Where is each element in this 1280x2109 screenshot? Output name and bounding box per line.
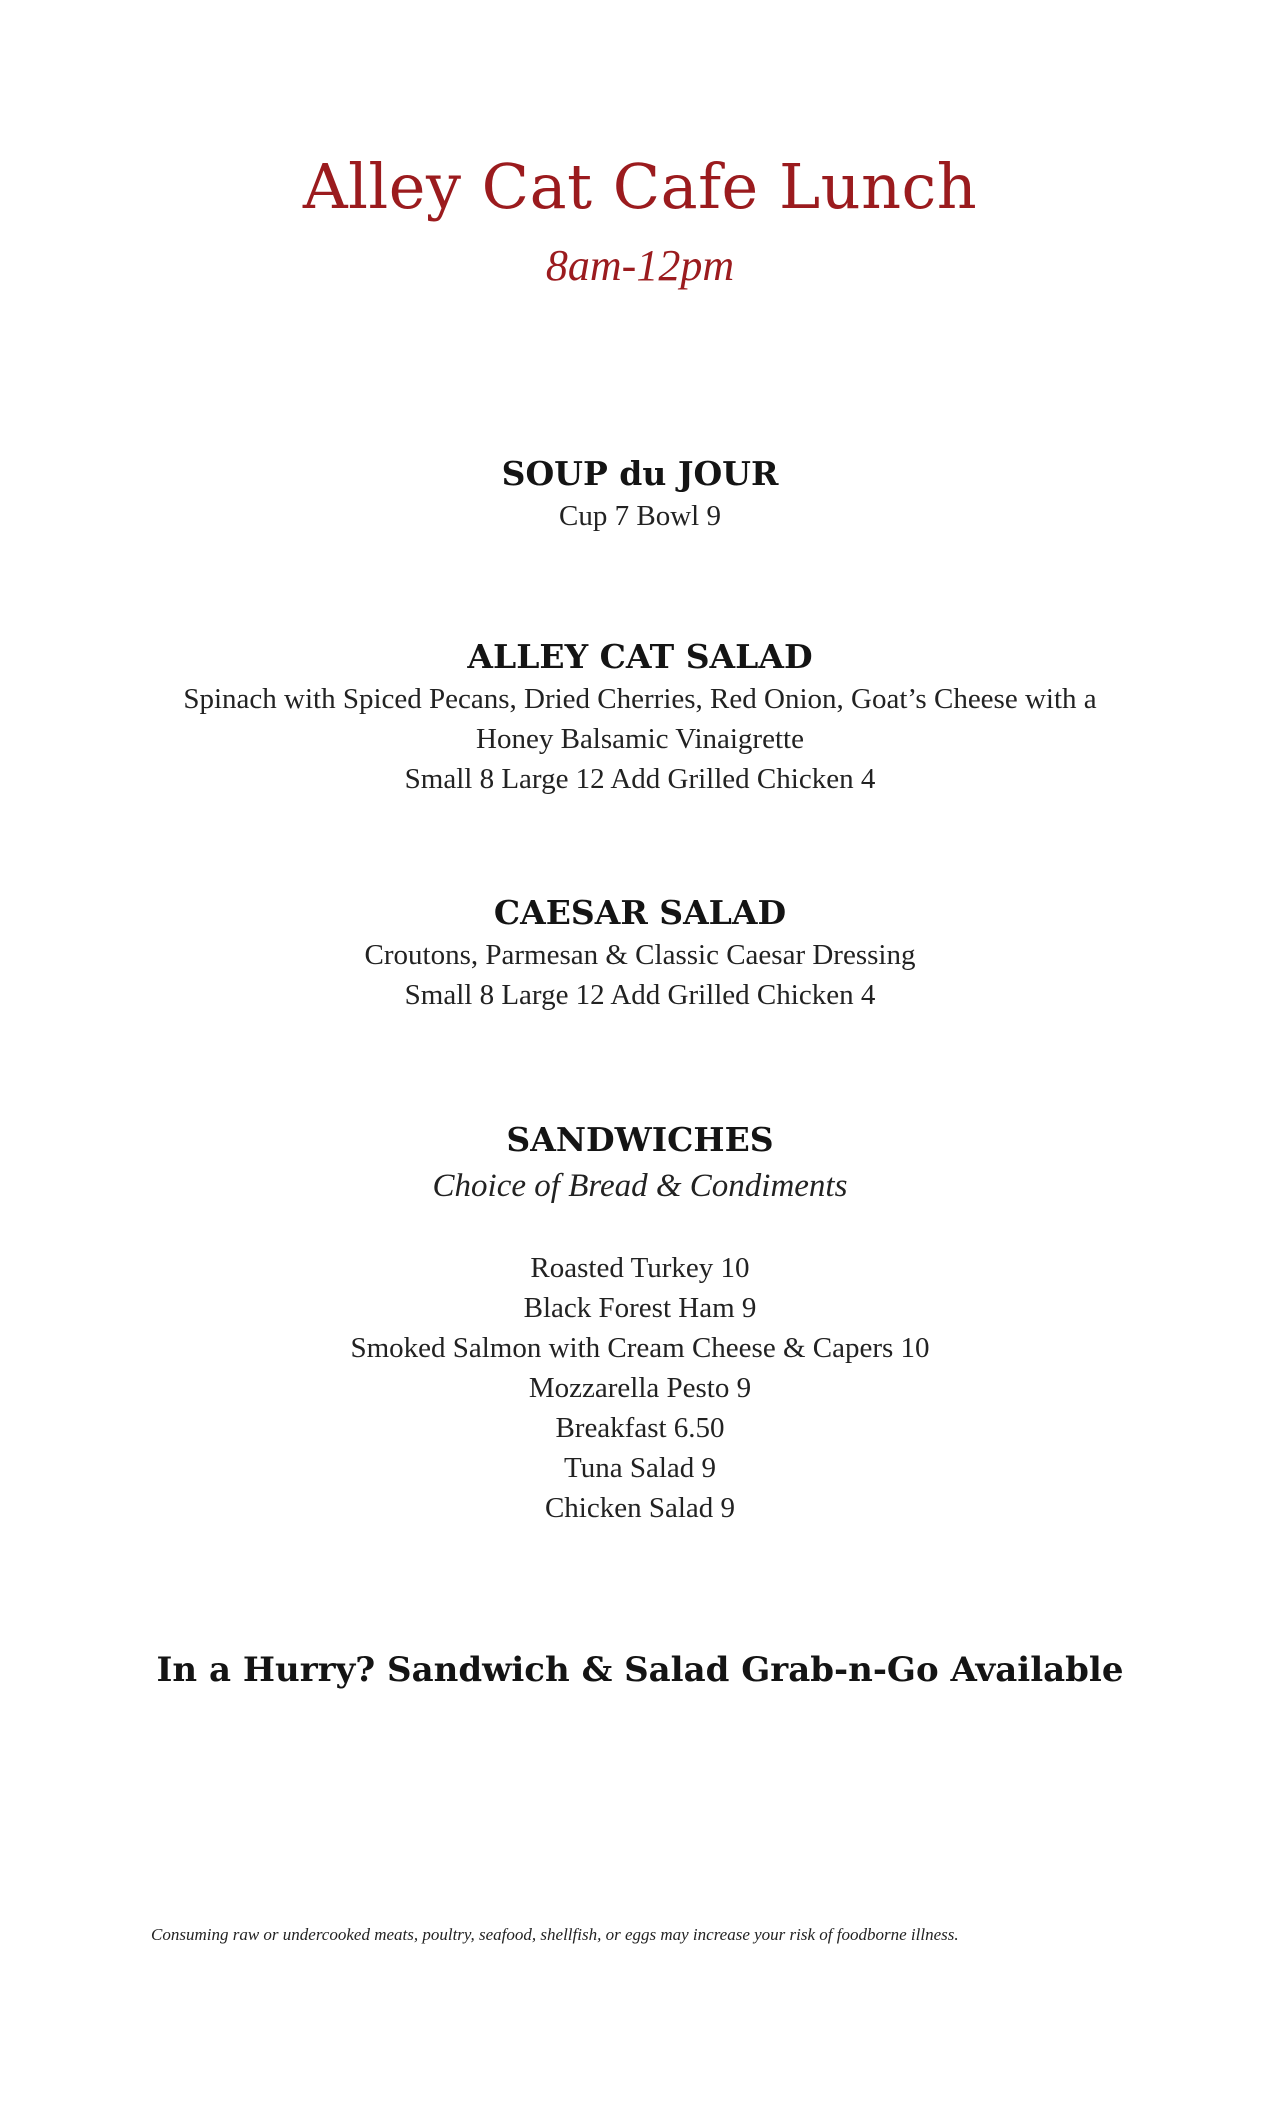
sandwich-item: Chicken Salad 9 bbox=[544, 1492, 736, 1524]
alley-cat-salad-heading: ALLEY CAT SALAD bbox=[467, 637, 813, 676]
sandwich-item: Mozzarella Pesto 9 bbox=[528, 1372, 752, 1404]
grab-n-go-promo: In a Hurry? Sandwich & Salad Grab-n-Go Available bbox=[156, 1650, 1124, 1690]
soup-price: Cup 7 Bowl 9 bbox=[559, 500, 721, 532]
sandwich-list bbox=[0, 1248, 1280, 1528]
alley-cat-salad-description-line1: Spinach with Spiced Pecans, Dried Cherries, Red Onion, Goat’s Cheese with a bbox=[183, 683, 1097, 715]
menu-title: Alley Cat Cafe Lunch bbox=[302, 150, 978, 223]
caesar-salad-description: Croutons, Parmesan & Classic Caesar Dressing bbox=[364, 939, 916, 971]
alley-cat-salad-price: Small 8 Large 12 Add Grilled Chicken 4 bbox=[404, 763, 876, 795]
food-safety-disclaimer: Consuming raw or undercooked meats, poultry, seafood, shellfish, or eggs may increase your risk of foodborne illness. bbox=[151, 1925, 959, 1944]
soup-section bbox=[0, 452, 1280, 536]
sandwich-item: Smoked Salmon with Cream Cheese & Capers 10 bbox=[350, 1332, 930, 1364]
sandwiches-heading: SANDWICHES bbox=[506, 1120, 774, 1159]
sandwich-item: Roasted Turkey 10 bbox=[530, 1252, 750, 1284]
sandwich-item: Tuna Salad 9 bbox=[564, 1452, 716, 1484]
sandwich-item: Black Forest Ham 9 bbox=[523, 1292, 757, 1324]
sandwiches-section bbox=[0, 1118, 1280, 1528]
alley-cat-salad-description-line2: Honey Balsamic Vinaigrette bbox=[476, 723, 804, 755]
menu-hours: 8am-12pm bbox=[545, 241, 735, 290]
caesar-salad-heading: CAESAR SALAD bbox=[493, 893, 787, 932]
sandwiches-subheading: Choice of Bread & Condiments bbox=[432, 1168, 848, 1204]
caesar-salad-price: Small 8 Large 12 Add Grilled Chicken 4 bbox=[404, 979, 876, 1011]
alley-cat-salad-section bbox=[0, 635, 1280, 799]
soup-heading: SOUP du JOUR bbox=[501, 454, 779, 493]
sandwich-item: Breakfast 6.50 bbox=[555, 1412, 725, 1444]
caesar-salad-section bbox=[0, 891, 1280, 1015]
